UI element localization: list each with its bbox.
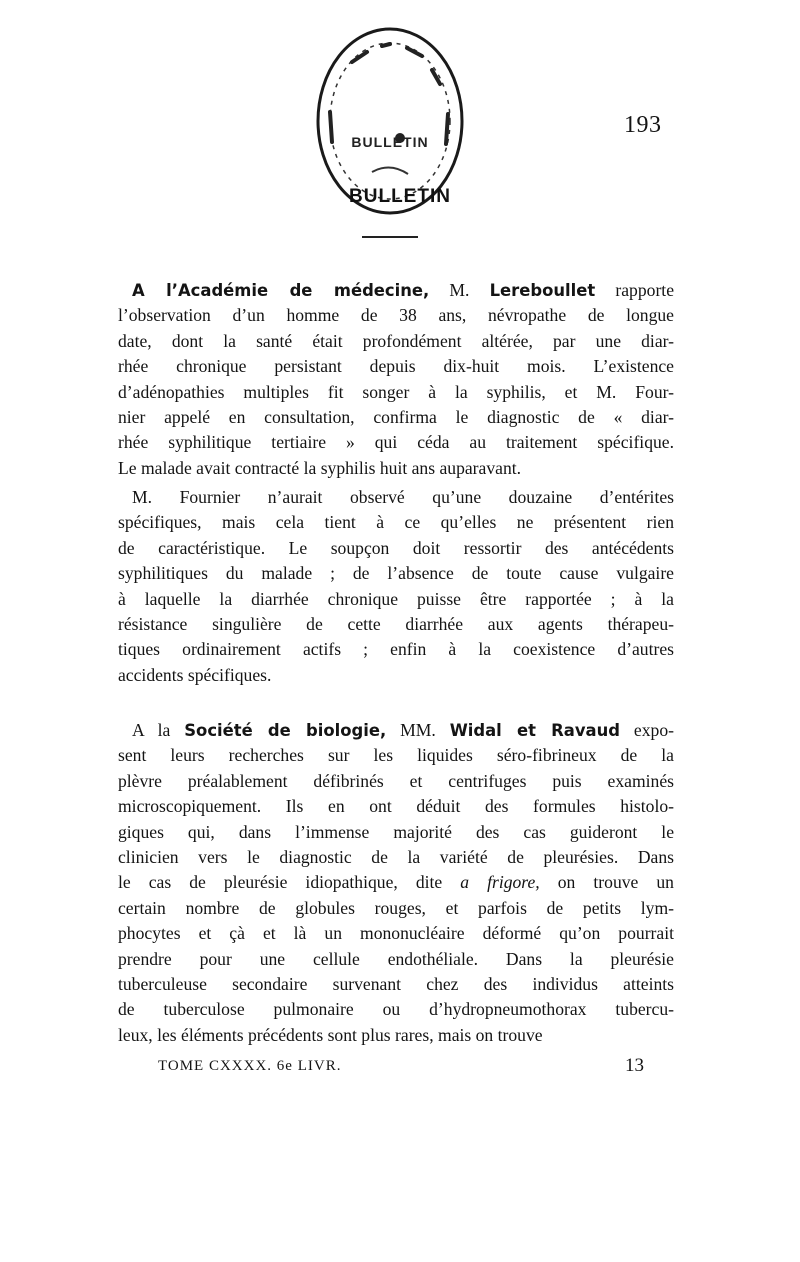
text-line — [118, 845, 674, 870]
text-run: tiques ordinairement actifs ; enfin à la coexistence d’autres — [118, 639, 674, 660]
text-run: rhée chronique persistant depuis dix-huit mois. L’existence — [118, 356, 674, 377]
text-line — [118, 354, 674, 379]
bold-phrase: A l’Académie de médecine, — [132, 281, 430, 300]
text-line — [118, 870, 674, 895]
text-run: A la — [132, 720, 185, 740]
text-line — [118, 972, 674, 997]
text-run: à laquelle la diarrhée chronique puisse être rapportée ; à la — [118, 588, 674, 609]
text-line — [118, 820, 674, 845]
text-run: phocytes et çà et là un mononucléaire déformé qu’on pourrait — [118, 923, 674, 944]
text-line — [118, 303, 674, 328]
text-line — [118, 561, 674, 586]
text-run: tuberculeuse secondaire survenant chez des individus atteints — [118, 973, 674, 994]
text-run: M. — [429, 280, 490, 300]
text-line — [118, 485, 674, 510]
text-line — [118, 278, 674, 303]
text-run: MM. — [386, 720, 450, 740]
text-line — [118, 510, 674, 535]
text-line — [118, 405, 674, 430]
text-run: nier appelé en consultation, confirma le diagnostic de « diar- — [118, 406, 674, 427]
section-title: BULLETIN — [349, 186, 451, 207]
bold-phrase: Lereboullet — [489, 281, 596, 300]
bold-phrase: Widal et Ravaud — [449, 721, 621, 740]
text-run: accidents spécifiques. — [118, 664, 272, 685]
signature-mark: 13 — [625, 1055, 644, 1076]
volume-label: TOME CXXXX. 6e LIVR. — [158, 1058, 342, 1074]
text-run: syphilitiques du malade ; de l’absence de toute cause vulgaire — [118, 563, 674, 584]
text-line — [118, 637, 674, 662]
stamp-text: BULLETIN — [351, 134, 429, 150]
text-run: spécifiques, mais cela tient à ce qu’elles ne présentent rien — [118, 512, 674, 533]
text-line — [118, 587, 674, 612]
text-run: certain nombre de globules rouges, et parfois de petits lym- — [118, 897, 674, 918]
text-line — [118, 794, 674, 819]
text-line — [118, 896, 674, 921]
text-run: on trouve un — [539, 872, 674, 893]
text-line — [118, 947, 674, 972]
text-run: plèvre préalablement défibrinés et centrifuges puis examinés — [118, 770, 674, 791]
text-run: rhée syphilitique tertiaire » qui céda au traitement spécifique. — [118, 432, 674, 453]
text-line — [118, 536, 674, 561]
text-run: de caractéristique. Le soupçon doit ressortir des antécédents — [118, 537, 674, 558]
text-line — [118, 456, 674, 481]
text-run: date, dont la santé était profondément altérée, par une diar- — [118, 330, 674, 351]
text-line — [118, 743, 674, 768]
text-run: prendre pour une cellule endothéliale. Dans la pleurésie — [118, 948, 674, 969]
text-run: giques qui, dans l’immense majorité des cas guideront le — [118, 821, 674, 842]
text-run: rapporte — [595, 280, 674, 300]
page-number: 193 — [624, 112, 662, 138]
text-run: clinicien vers le diagnostic de la variété de pleurésies. Dans — [118, 846, 674, 867]
text-run: d’adénopathies multiples fit songer à la syphilis, et M. Four- — [118, 381, 674, 402]
italic-phrase: a frigore, — [460, 872, 540, 893]
text-run: résistance singulière de cette diarrhée aux agents thérapeu- — [118, 613, 674, 634]
text-run: expo- — [620, 720, 674, 740]
text-line — [118, 921, 674, 946]
bold-phrase: Société de biologie, — [184, 721, 387, 740]
text-run: sent leurs recherches sur les liquides séro-fibrineux de la — [118, 745, 674, 766]
text-line — [118, 769, 674, 794]
text-line — [118, 329, 674, 354]
text-line — [118, 997, 674, 1022]
text-line — [118, 430, 674, 455]
text-line — [118, 718, 674, 743]
title-rule — [362, 236, 418, 238]
text-run: le cas de pleurésie idiopathique, dite — [118, 872, 461, 893]
paragraph-societe-biologie — [118, 718, 674, 1048]
text-line — [118, 380, 674, 405]
text-run: leux, les éléments précédents sont plus rares, mais on trouve — [118, 1024, 543, 1045]
text-line — [118, 612, 674, 637]
text-run: microscopiquement. Ils en ont déduit des formules histolo- — [118, 796, 674, 817]
text-run: de tuberculose pulmonaire ou d’hydropneumothorax tubercu- — [118, 999, 674, 1020]
paragraph-academie — [118, 278, 674, 481]
text-run: Le malade avait contracté la syphilis huit ans auparavant. — [118, 457, 522, 478]
text-line — [118, 1023, 674, 1048]
text-run: l’observation d’un homme de 38 ans, névropathe de longue — [118, 305, 674, 326]
paragraph-fournier — [118, 485, 674, 688]
text-run: M. Fournier n’aurait observé qu’une douzaine d’entérites — [132, 487, 674, 507]
text-line — [118, 663, 674, 688]
